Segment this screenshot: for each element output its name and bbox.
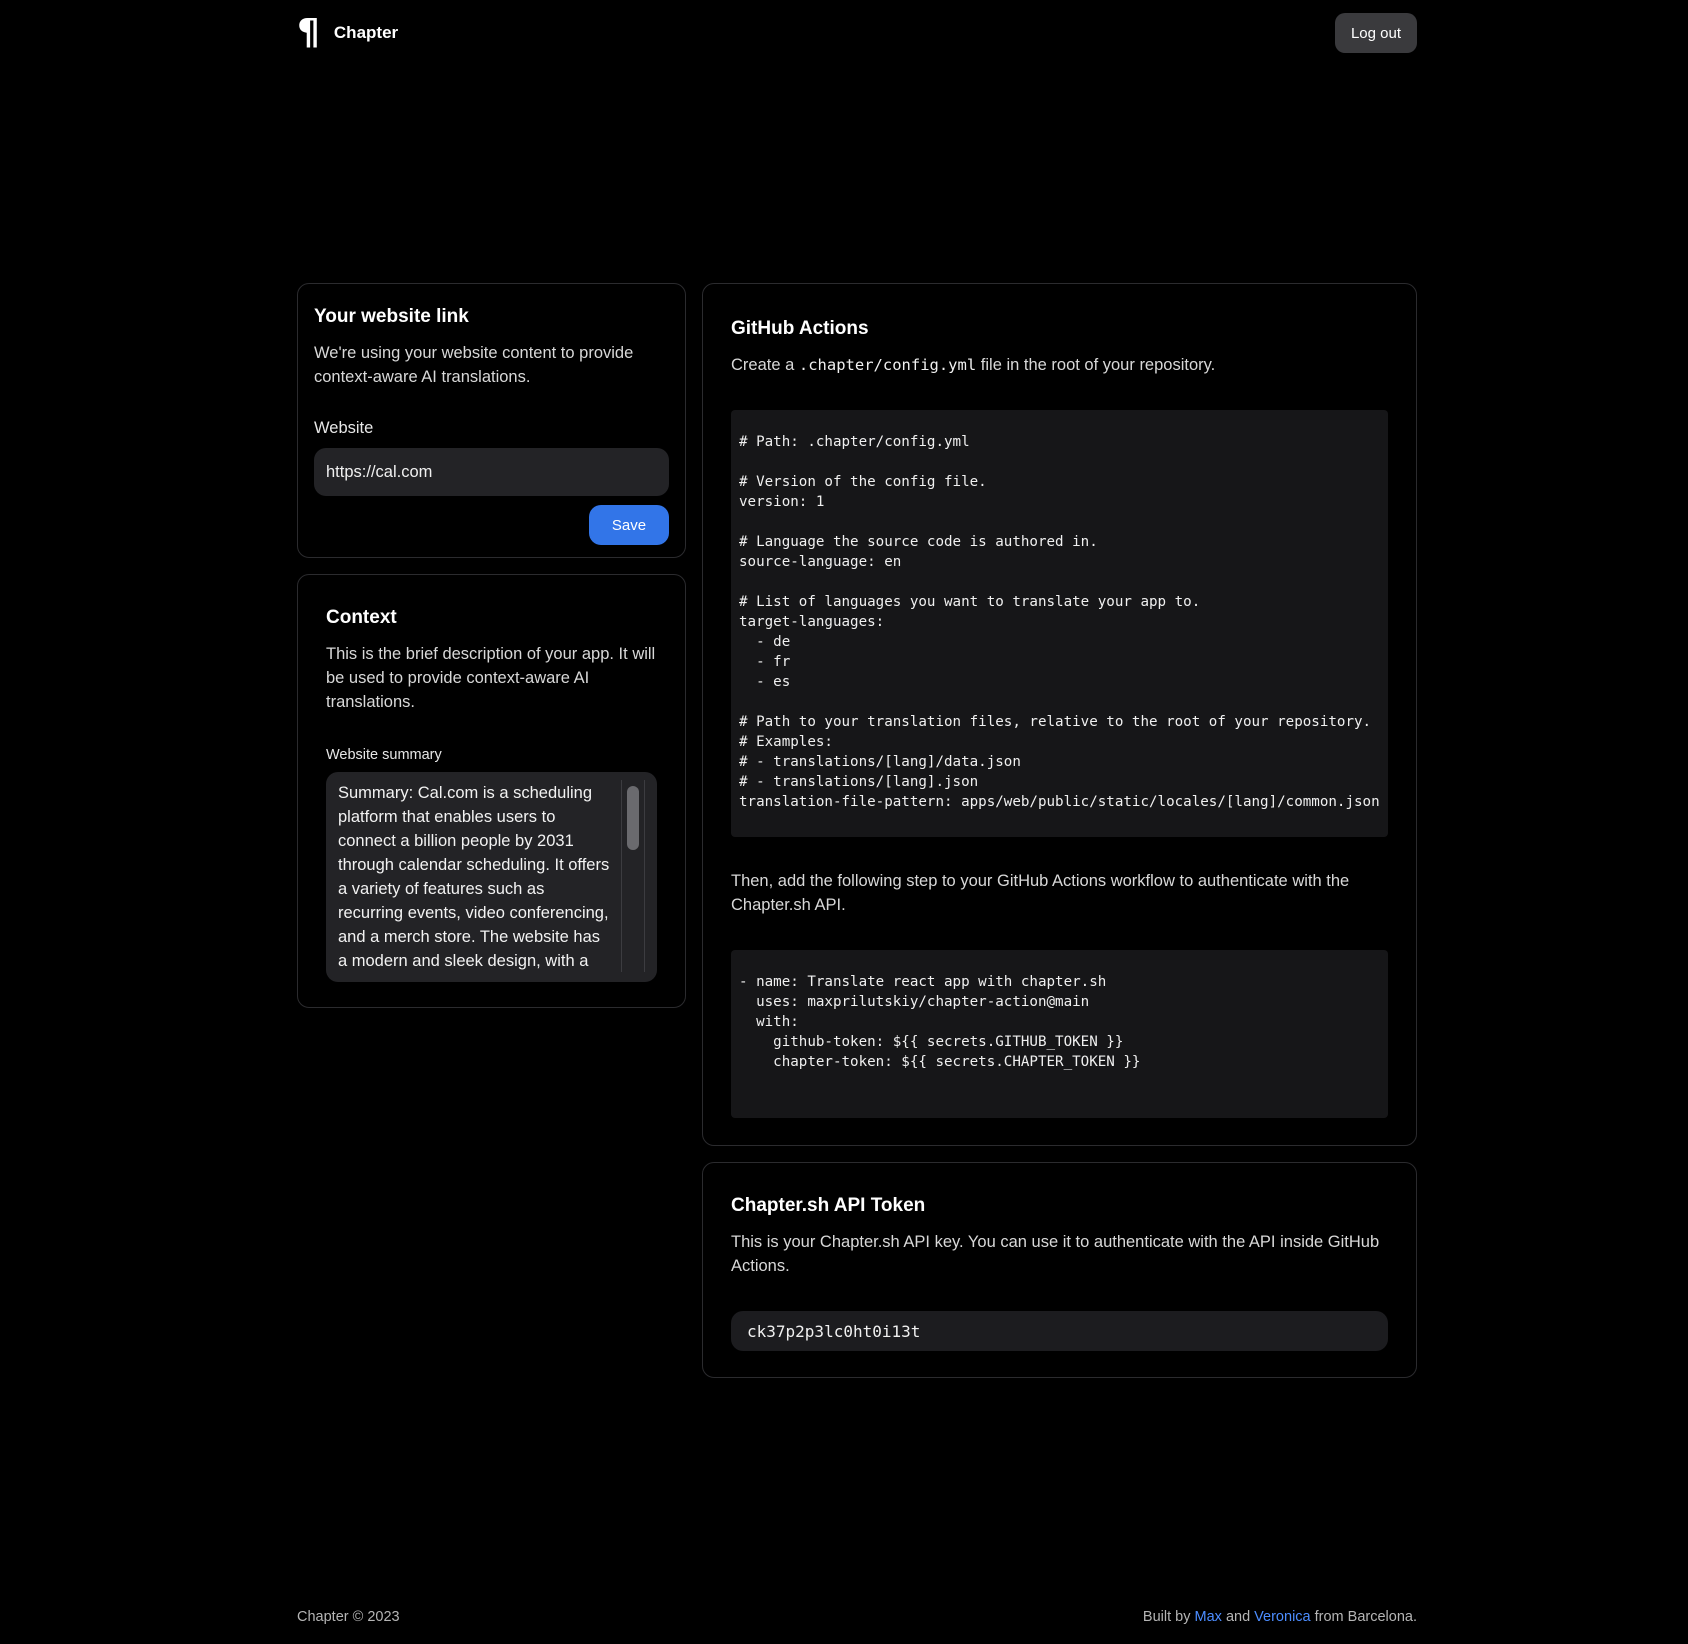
top-bar — [297, 12, 1417, 54]
pilcrow-logo-icon: ¶ — [297, 12, 320, 53]
api-token-card — [702, 1162, 1417, 1378]
token-card-description: This is your Chapter.sh API key. You can use it to authenticate with the API inside GitHub Actions. — [731, 1233, 1380, 1275]
config-code-block: # Path: .chapter/config.yml # Version of the config file. version: 1 # Language the source code is authored in. source-language: en # List of languages you want to translate your app to. target-languages: - de - fr - es # Path to your translation files, relative to the root of your repository. # Examples: # - translations/[lang]/data.json # - translations/[lang].json translation-file-pattern: apps/web/public/static/locales/[lang]/common.json — [731, 410, 1388, 837]
author-link-veronica[interactable]: Veronica — [1254, 1609, 1311, 1625]
workflow-step-code-block: - name: Translate react app with chapter.sh uses: maxprilutskiy/chapter-action@main with: github-token: ${{ secrets.GITHUB_TOKEN }} chapter-token: ${{ secrets.CHAPTER_TOKEN }} — [731, 950, 1388, 1118]
lead-text-before: Create a — [731, 356, 799, 374]
app-name: Chapter — [333, 23, 399, 42]
save-button[interactable]: Save — [589, 505, 669, 545]
built-by-text — [1143, 1609, 1417, 1625]
context-card — [297, 574, 686, 1008]
website-field-label: Website — [314, 419, 374, 437]
brand[interactable] — [297, 12, 399, 53]
save-row — [314, 505, 669, 545]
token-card-title: Chapter.sh API Token — [731, 1195, 926, 1216]
github-card-then-text: Then, add the following step to your GitHub Actions workflow to authenticate with the Chapter.sh API. — [731, 872, 1350, 914]
logout-button[interactable]: Log out — [1335, 13, 1417, 53]
github-card-title: GitHub Actions — [731, 318, 869, 339]
config-path-code: .chapter/config.yml — [798, 356, 977, 374]
built-by-and: and — [1221, 1609, 1255, 1625]
website-card-description: We're using your website content to provide context-aware AI translations. — [314, 344, 634, 386]
lead-text-after: file in the root of your repository. — [976, 356, 1216, 374]
github-card-lead — [731, 353, 1388, 377]
context-card-description: This is the brief description of your app. It will be used to provide context-aware AI translations. — [326, 645, 656, 711]
website-card-title: Your website link — [314, 306, 469, 327]
context-card-title: Context — [326, 607, 397, 628]
website-summary-label: Website summary — [326, 747, 442, 763]
website-link-card — [297, 283, 686, 558]
built-by-prefix: Built by — [1142, 1609, 1195, 1625]
website-input[interactable] — [314, 448, 669, 496]
github-actions-card — [702, 283, 1417, 1146]
api-token-value[interactable]: ck37p2p3lc0ht0i13t — [731, 1311, 1388, 1351]
author-link-max[interactable]: Max — [1194, 1609, 1222, 1625]
copyright-text: Chapter © 2023 — [297, 1609, 400, 1625]
summary-scrollbar[interactable] — [621, 780, 645, 972]
website-summary-text: Summary: Cal.com is a scheduling platform that enables users to connect a billion people by 2031 through calendar scheduling. It offers a variety of features such as recurring events, video conferencing, and a merch store. The website has a modern and sleek design, with a — [338, 784, 610, 970]
website-summary-textarea[interactable] — [326, 772, 657, 982]
footer — [297, 1607, 1417, 1627]
summary-scrollbar-thumb[interactable] — [627, 786, 639, 850]
built-by-suffix: from Barcelona. — [1310, 1609, 1417, 1625]
